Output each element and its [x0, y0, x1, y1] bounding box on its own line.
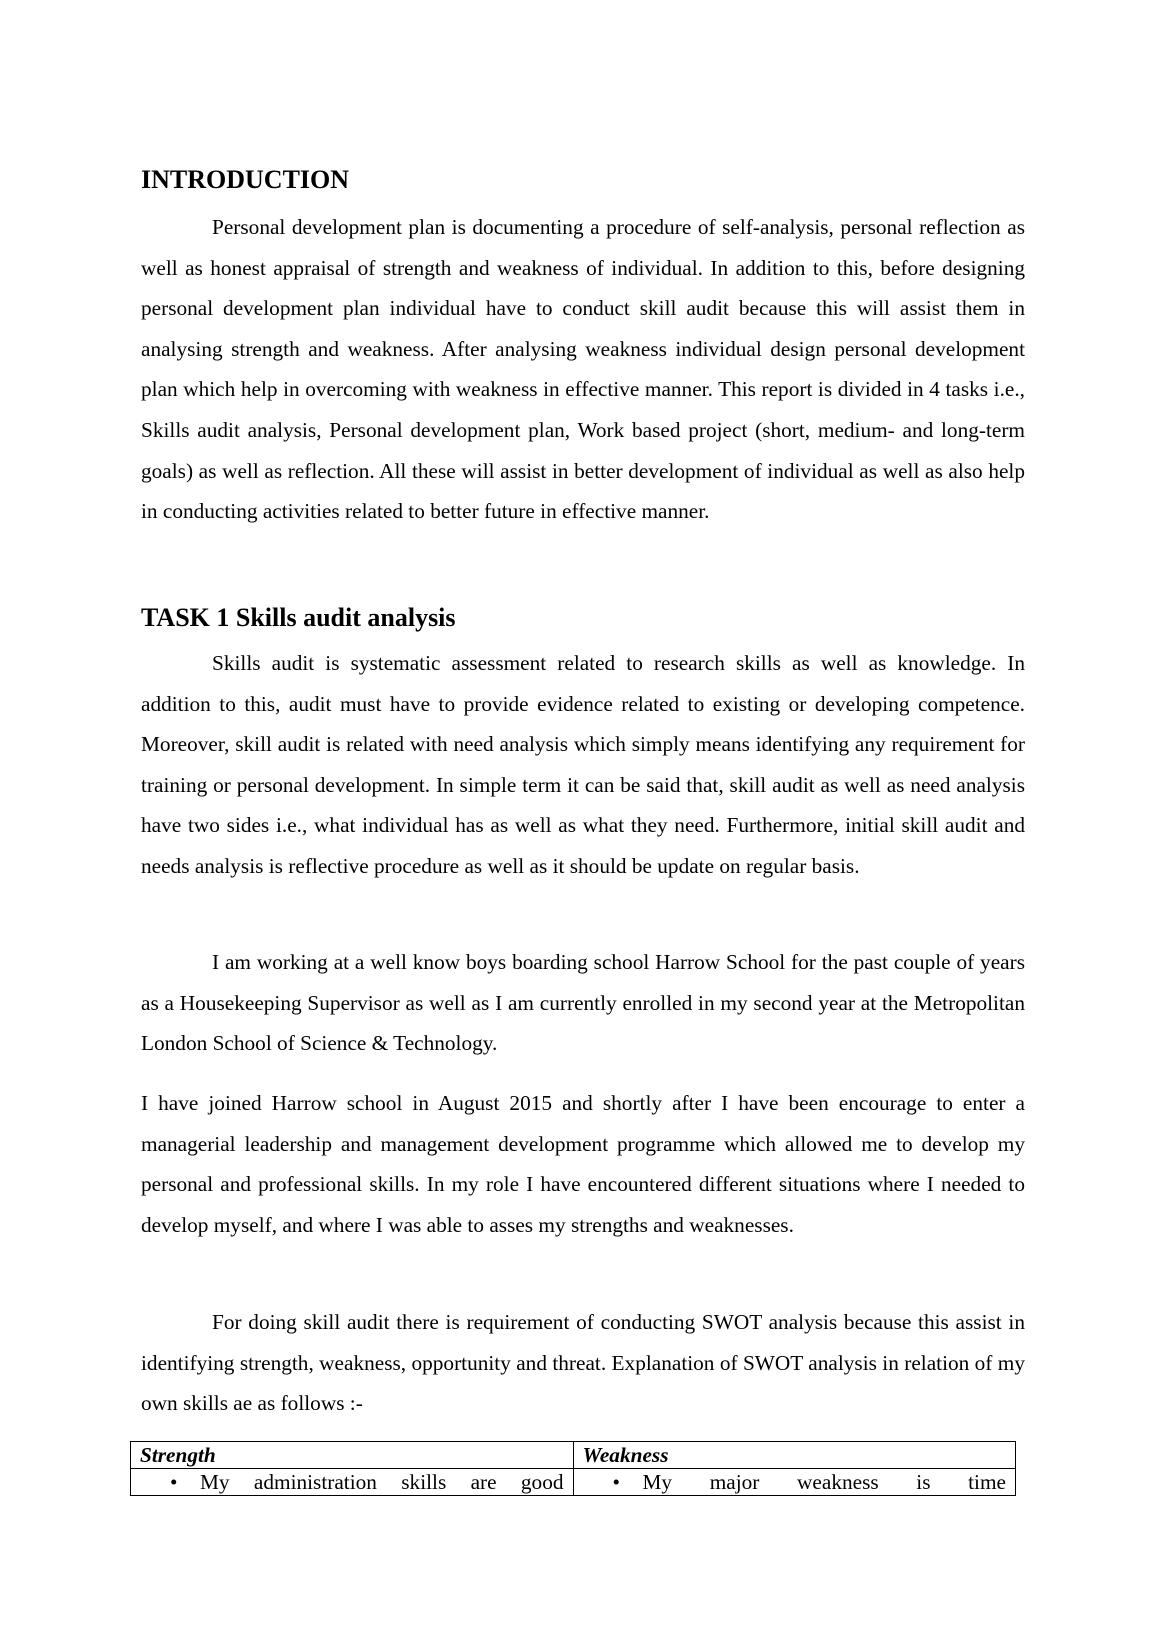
task1-paragraph-1: Skills audit is systematic assessment related to research skills as well as knowledge. In addition to this, audit must have to provide evidence related to existing or developing competence. Moreover, skill audit is related with need analysis which simply means identifying any requirement for training or personal development. In simple term it can be said that, skill audit as well as need analysis have two sides i.e., what individual has as well as what they need. Furthermore, initial skill audit and needs analysis is reflective procedure as well as it should be update on regular basis.: [141, 651, 1025, 878]
strength-cell: [131, 1469, 574, 1496]
swot-table: [130, 1441, 1016, 1496]
weakness-header: Weakness: [573, 1442, 1016, 1469]
task1-paragraph-3: I have joined Harrow school in August 2015 and shortly after I have been encourage to enter a managerial leadership and management development programme which allowed me to develop my personal and professional skills. In my role I have encountered different situations where I needed to develop myself, and where I was able to asses my strengths and weaknesses.: [141, 1091, 1025, 1237]
swot-row: [131, 1469, 1016, 1496]
weakness-cell: [573, 1469, 1016, 1496]
task1-paragraph-4: For doing skill audit there is requirement of conducting SWOT analysis because this assist in identifying strength, weakness, opportunity and threat. Explanation of SWOT analysis in relation of my own skills ae as follows :-: [141, 1310, 1025, 1416]
strength-item: My administration skills are good: [200, 1470, 564, 1494]
intro-heading: INTRODUCTION: [141, 165, 350, 194]
intro-paragraph: Personal development plan is documenting a procedure of self-analysis, personal reflection as well as honest appraisal of strength and weakness of individual. In addition to this, before designing personal development plan individual have to conduct skill audit because this will assist them in analysing strength and weakness. After analysing weakness individual design personal development plan which help in overcoming with weakness in effective manner. This report is divided in 4 tasks i.e., Skills audit analysis, Personal development plan, Work based project (short, medium- and long-term goals) as well as reflection. All these will assist in better development of individual as well as also help in conducting activities related to better future in effective manner.: [141, 215, 1025, 524]
weakness-item: My major weakness is time: [642, 1470, 1006, 1494]
bullet-icon: •: [612, 1470, 620, 1494]
swot-header-row: [131, 1442, 1016, 1469]
task1-heading: TASK 1 Skills audit analysis: [141, 603, 456, 632]
bullet-icon: •: [170, 1470, 178, 1494]
task1-paragraph-2: I am working at a well know boys boarding school Harrow School for the past couple of years as a Housekeeping Supervisor as well as I am currently enrolled in my second year at the Metropolitan London School of Science & Technology.: [141, 950, 1025, 1056]
strength-header: Strength: [131, 1442, 574, 1469]
